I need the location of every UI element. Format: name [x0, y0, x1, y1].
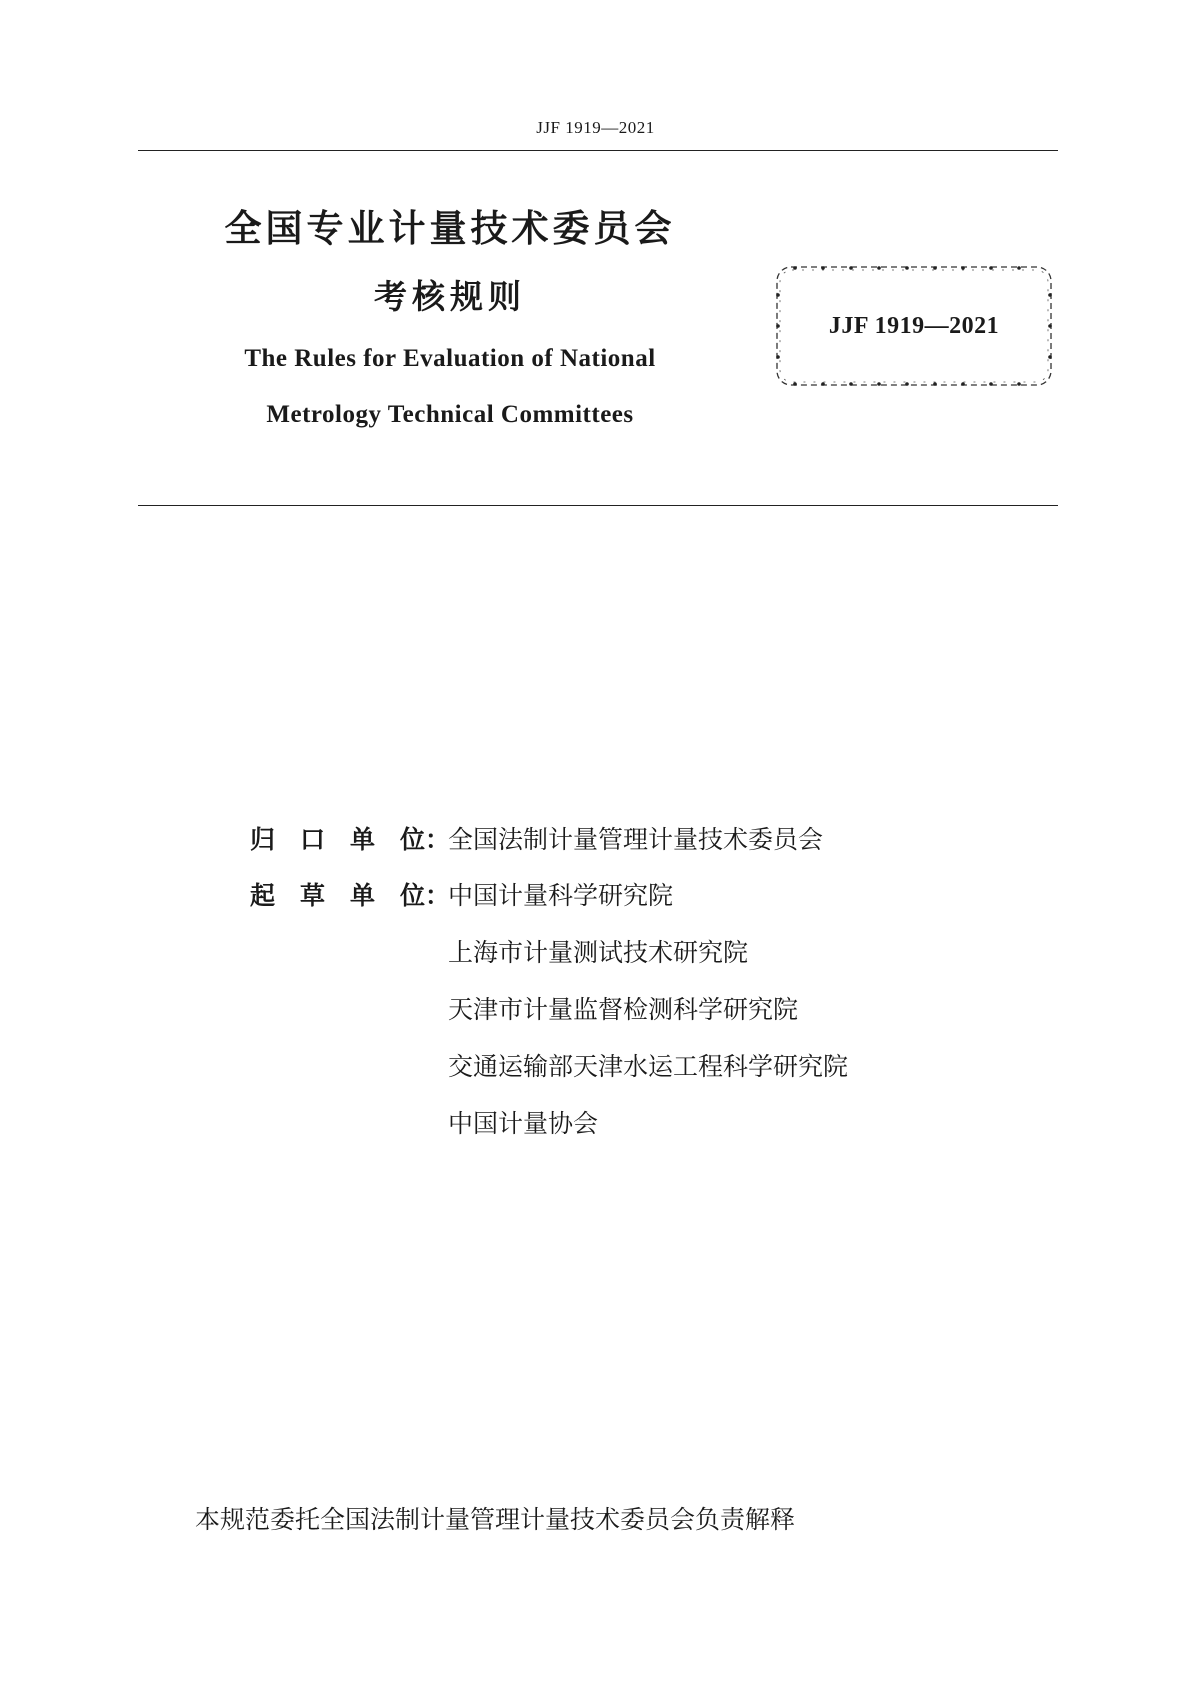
title-chinese-line1: 全国专业计量技术委员会: [224, 207, 676, 250]
title-chinese-line2: 考核规则: [374, 277, 526, 316]
running-header-code: JJF 1919—2021: [536, 118, 655, 137]
drafting-unit-value: 中国计量科学研究院: [448, 881, 674, 910]
top-divider: [138, 150, 1058, 151]
title-english-line1: The Rules for Evaluation of National: [244, 345, 656, 372]
drafting-unit-value: 中国计量协会: [448, 1109, 599, 1138]
drafting-unit-value: 上海市计量测试技术研究院: [448, 938, 749, 967]
title-english-line2: Metrology Technical Committees: [266, 401, 634, 428]
interpretation-note: 本规范委托全国法制计量管理计量技术委员会负责解释: [195, 1505, 796, 1534]
drafting-unit-value: 交通运输部天津水运工程科学研究院: [448, 1052, 849, 1081]
standard-code-box: [775, 265, 1053, 387]
bottom-divider: [138, 505, 1058, 506]
title-block: [140, 205, 760, 431]
responsible-unit-value: 全国法制计量管理计量技术委员会: [448, 825, 824, 854]
standard-code: JJF 1919—2021: [828, 312, 1000, 339]
drafting-unit-value: 天津市计量监督检测科学研究院: [448, 995, 799, 1024]
